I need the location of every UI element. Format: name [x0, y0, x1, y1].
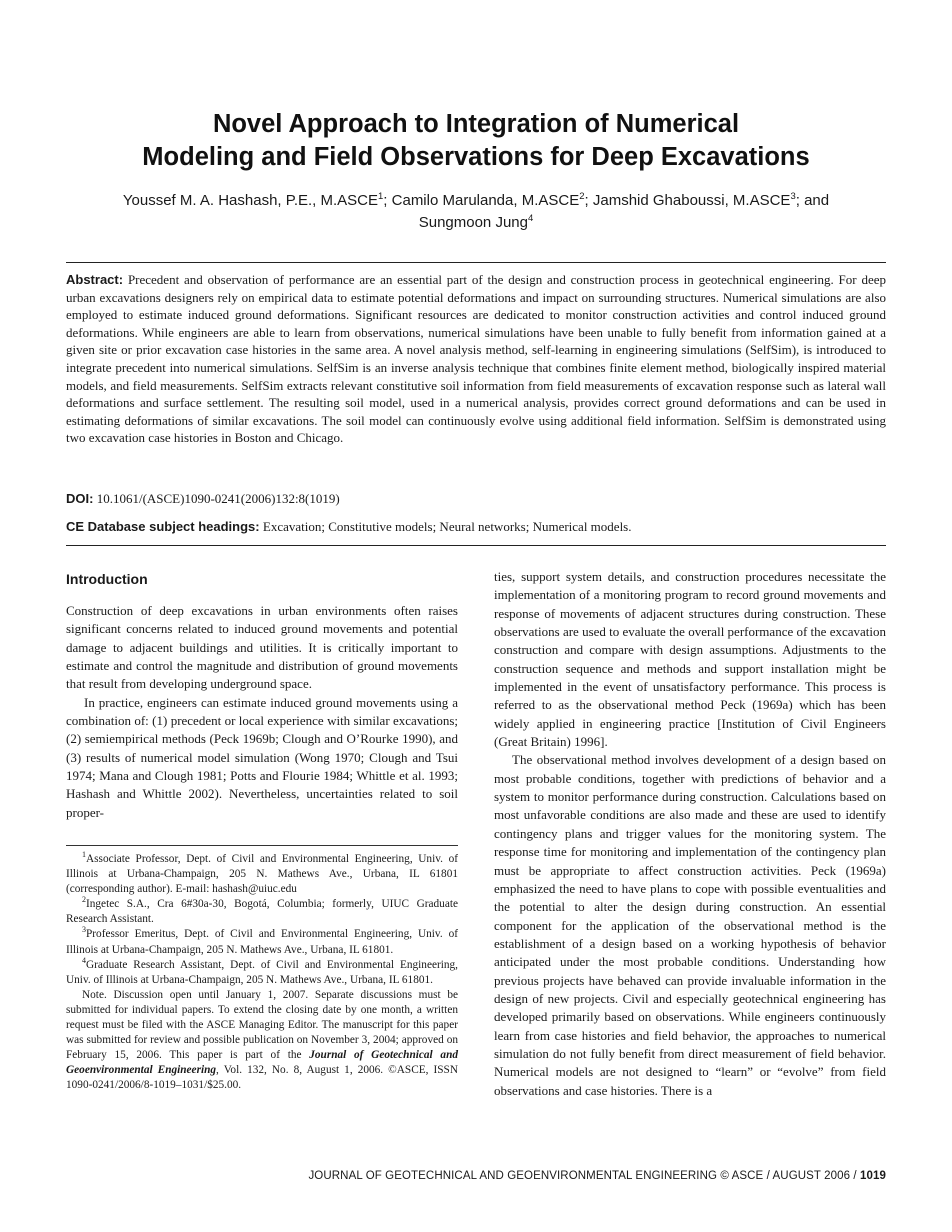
author-name: Sungmoon Jung — [418, 214, 528, 231]
abstract-bottom-rule — [66, 545, 886, 546]
author-separator: ; and — [795, 192, 830, 209]
author-affiliation-mark: 4 — [527, 213, 534, 224]
subject-headings-label: CE Database subject headings: — [66, 519, 260, 534]
footnotes — [66, 852, 458, 1094]
author-name: Camilo Marulanda, M.ASCE — [391, 192, 580, 209]
doi-line — [66, 490, 886, 507]
journal-name: Journal of Geotechnical and Geoenvironmental Engineering — [66, 1049, 458, 1077]
body-paragraph: ties, support system details, and construction procedures necessitate the implementation of a monitoring program to record ground movements and response of movements of adjacent structures during construction. These observations are used to evaluate the overall performance of the excavation construction and compare with design assumptions. Adjustments to the construction sequence and methods and support installation might be implemented in the event of unsatisfactory performance. This process is referred to as the observational method Peck (1969a) which has been widely applied in engineering practice [Institution of Civil Engineers (Great Britain) 1996]. — [494, 569, 886, 750]
footnote-mark: 2 — [82, 895, 86, 905]
abstract-top-rule — [66, 262, 886, 263]
body-paragraph: In practice, engineers can estimate induced ground movements using a combination of: (1) precedent or local experience with similar excavations; (2) semiempirical methods (Peck 1969b; Clough and O’Rourke 1990), and (3) results of numerical model simulation (Wong 1970; Clough and Tsui 1974; Mana and Clough 1981; Potts and Flourie 1984; Whittle et al. 1993; Hashash and Whittle 2002). Nevertheless, uncertainties related to soil proper- — [66, 694, 458, 820]
paper-title — [66, 108, 886, 174]
body-paragraph: The observational method involves development of a design based on most probable conditions, together with predictions of behavior and a system to monitor performance during construction. Calculations based on most unfavorable conditions are also made and these are used to identify contingency plans and trigger values for the monitoring system. The response time for monitoring and implementation of the contingency plan must be appropriate to affect construction activities. Peck (1969a) emphasized the need to have plans to cope with possible eventualities and the potential to alter the design during construction. An essential component for the application of the observational method is the establishment of a design based on a working hypothesis of behavior anticipated under the most probable conditions. Understanding how previous projects have behaved can provide invaluable information in the design of new projects. Civil and especially geotechnical engineering has developed primarily based on observations. While engineers continuously learn from case histories and field behavior, the approaches to numerical simulation do not fully benefit from direct measurement of field behavior. Numerical models are not designed to “learn” or “evolve” from field observations and case histories. There is a — [494, 752, 886, 1098]
footnote-text: Associate Professor, Dept. of Civil and Environmental Engineering, Univ. of Illinois at Urbana-Champaign, 205 N. Mathews Ave., Urbana, IL 61801 (corresponding author). E-mail: hashash@uiuc.edu — [66, 853, 458, 896]
page-footer — [308, 1170, 886, 1182]
author-name: Youssef M. A. Hashash, P.E., M.ASCE — [122, 192, 378, 209]
author-separator: ; — [584, 192, 593, 209]
author-list — [60, 190, 892, 234]
footnote-mark: 3 — [82, 925, 86, 935]
left-column — [66, 570, 458, 822]
page-number: 1019 — [860, 1170, 886, 1182]
note-text: Note. Discussion open until January 1, 2007. Separate discussions must be submitted for individual papers. To extend the closing date by one month, a written request must be filed with the ASCE Managing Editor. The manuscript for this paper was submitted for review and possible publication on November 3, 2004; approved on February 15, 2006. This paper is part of the — [66, 988, 458, 1062]
subject-headings-line — [66, 518, 886, 535]
footnote-text: Ingetec S.A., Cra 6#30a-30, Bogotá, Columbia; formerly, UIUC Graduate Research Assistant. — [66, 898, 458, 926]
footnote-mark: 4 — [82, 955, 86, 965]
author-affiliation-mark: 1 — [378, 191, 384, 202]
footnote — [66, 852, 458, 897]
doi-label: DOI: — [66, 491, 94, 506]
discussion-note — [66, 988, 458, 1094]
author-separator: ; — [383, 192, 392, 209]
abstract-label: Abstract: — [66, 272, 124, 287]
section-title: Introduction — [66, 571, 148, 587]
title-line-1: Novel Approach to Integration of Numerical — [212, 110, 740, 138]
footnote — [66, 927, 458, 957]
right-column — [494, 568, 886, 1100]
doi-value[interactable]: 10.1061/(ASCE)1090-0241(2006)132:8(1019) — [96, 491, 340, 506]
subject-headings-value: Excavation; Constitutive models; Neural networks; Numerical models. — [262, 519, 632, 534]
abstract — [66, 271, 886, 447]
note-text: , Vol. 132, No. 8, August 1, 2006. ©ASCE, ISSN 1090-0241/2006/8-1019–1031/$25.00. — [66, 1064, 458, 1092]
footer-journal: JOURNAL OF GEOTECHNICAL AND GEOENVIRONMENTAL ENGINEERING © ASCE / AUGUST 2006 / — [308, 1170, 861, 1182]
abstract-text: Precedent and observation of performance are an essential part of the design and construction process in geotechnical engineering. For deep urban excavations designers rely on empirical data to estimate potential deformations and impact on surrounding structures. Numerical simulations are also employed to estimate induced ground deformations. Significant resources are dedicated to monitor construction activities and control induced ground deformations. While engineers are able to learn from observations, numerical simulations have been unable to fully benefit from information gained at a given site or prior excavation case histories in the same area. A novel analysis method, self-learning in engineering simulations (SelfSim), is introduced to integrate precedent into numerical simulations. SelfSim is an inverse analysis technique that combines finite element method, biologically inspired material models, and field measurements. SelfSim extracts relevant constitutive soil information from field measurements of excavation response such as lateral wall deformations and surface settlement. The resulting soil model, used in a numerical analysis, provides correct ground deformations and can be used in estimating deformations of similar excavations. The soil model can continuously evolve using additional field information. SelfSim is demonstrated using two excavation case histories in Boston and Chicago. — [66, 272, 887, 446]
author-affiliation-mark: 3 — [790, 191, 796, 202]
footnote-text: Graduate Research Assistant, Dept. of Civil and Environmental Engineering, Univ. of Illinois at Urbana-Champaign, 205 N. Mathews Ave., Urbana, IL 61801. — [66, 958, 458, 986]
footnote-rule — [66, 845, 458, 846]
title-line-2: Modeling and Field Observations for Deep Excavations — [142, 143, 810, 171]
footnote — [66, 897, 458, 927]
footnote — [66, 955, 458, 988]
footnote-text: Professor Emeritus, Dept. of Civil and Environmental Engineering, Univ. of Illinois at Urbana-Champaign, 205 N. Mathews Ave., Urbana, IL 61801. — [66, 928, 458, 956]
footnote-mark: 1 — [82, 850, 86, 860]
body-paragraph: Construction of deep excavations in urban environments often raises significant concerns related to induced ground movements and potential damage to adjacent buildings and utilities. It is critically important to estimate and control the magnitude and distribution of ground movements that result from developing underground space. — [66, 603, 458, 692]
author-name: Jamshid Ghaboussi, M.ASCE — [592, 192, 791, 209]
author-affiliation-mark: 2 — [579, 191, 585, 202]
